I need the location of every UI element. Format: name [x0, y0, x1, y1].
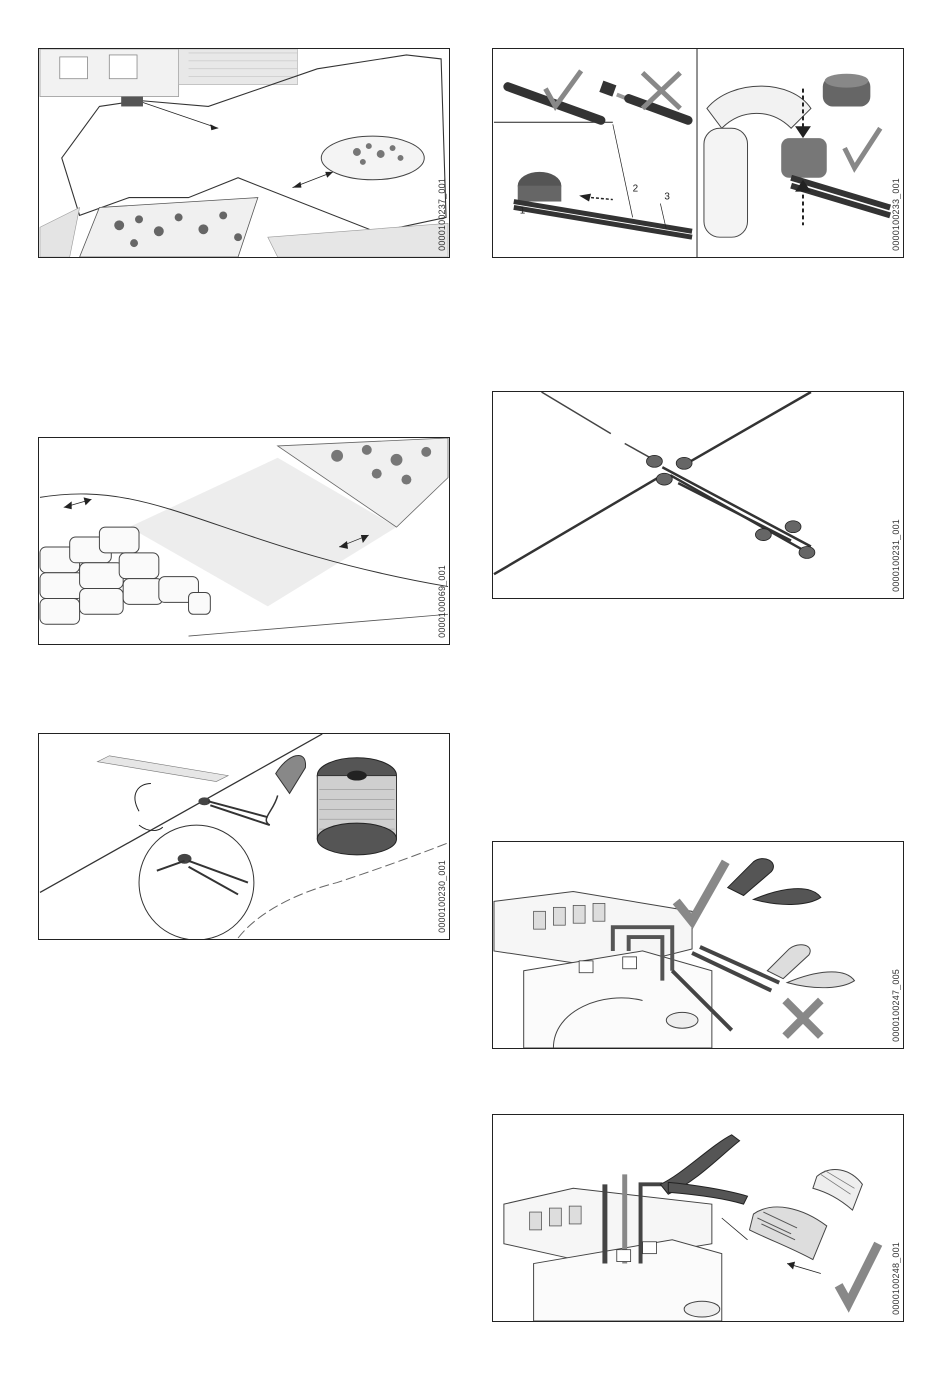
figure-code: 0000100247_005: [891, 969, 901, 1042]
label-2: 2: [632, 183, 639, 195]
figure-wire-spool: [38, 733, 450, 940]
label-1: 1: [519, 205, 526, 217]
wire-spool-illustration: [39, 734, 449, 939]
checkmark-icon: [839, 1244, 879, 1303]
figure-wire-crossing: [492, 391, 904, 599]
wall-passage-illustration: [39, 438, 449, 644]
garden-overview-illustration: [39, 49, 449, 257]
figure-code: 0000100248_001: [891, 1242, 901, 1315]
figure-code: 0000100069_001: [437, 565, 447, 638]
wire-splice-illustration: [493, 49, 903, 257]
checkmark-icon: [545, 71, 581, 107]
strip-wire-illustration: [493, 1115, 903, 1321]
cross-icon: [785, 1000, 821, 1036]
figure-wire-splice: [492, 48, 904, 258]
checkmark-icon: [845, 128, 881, 168]
figure-wall-passage: [38, 437, 450, 645]
cross-icon: [643, 73, 681, 109]
wire-crossing-illustration: [493, 392, 903, 598]
figure-strip-wire: [492, 1114, 904, 1322]
figure-cut-wire-docking: [492, 841, 904, 1049]
checkmark-icon: [676, 862, 726, 921]
figure-code: 0000100231_001: [891, 519, 901, 592]
cut-wire-docking-illustration: [493, 842, 903, 1048]
figure-code: 0000100230_001: [437, 860, 447, 933]
label-3: 3: [664, 191, 670, 203]
figure-code: 0000100233_001: [891, 178, 901, 251]
figure-code: 0000100237_001: [437, 178, 447, 251]
figure-garden-overview: [38, 48, 450, 258]
